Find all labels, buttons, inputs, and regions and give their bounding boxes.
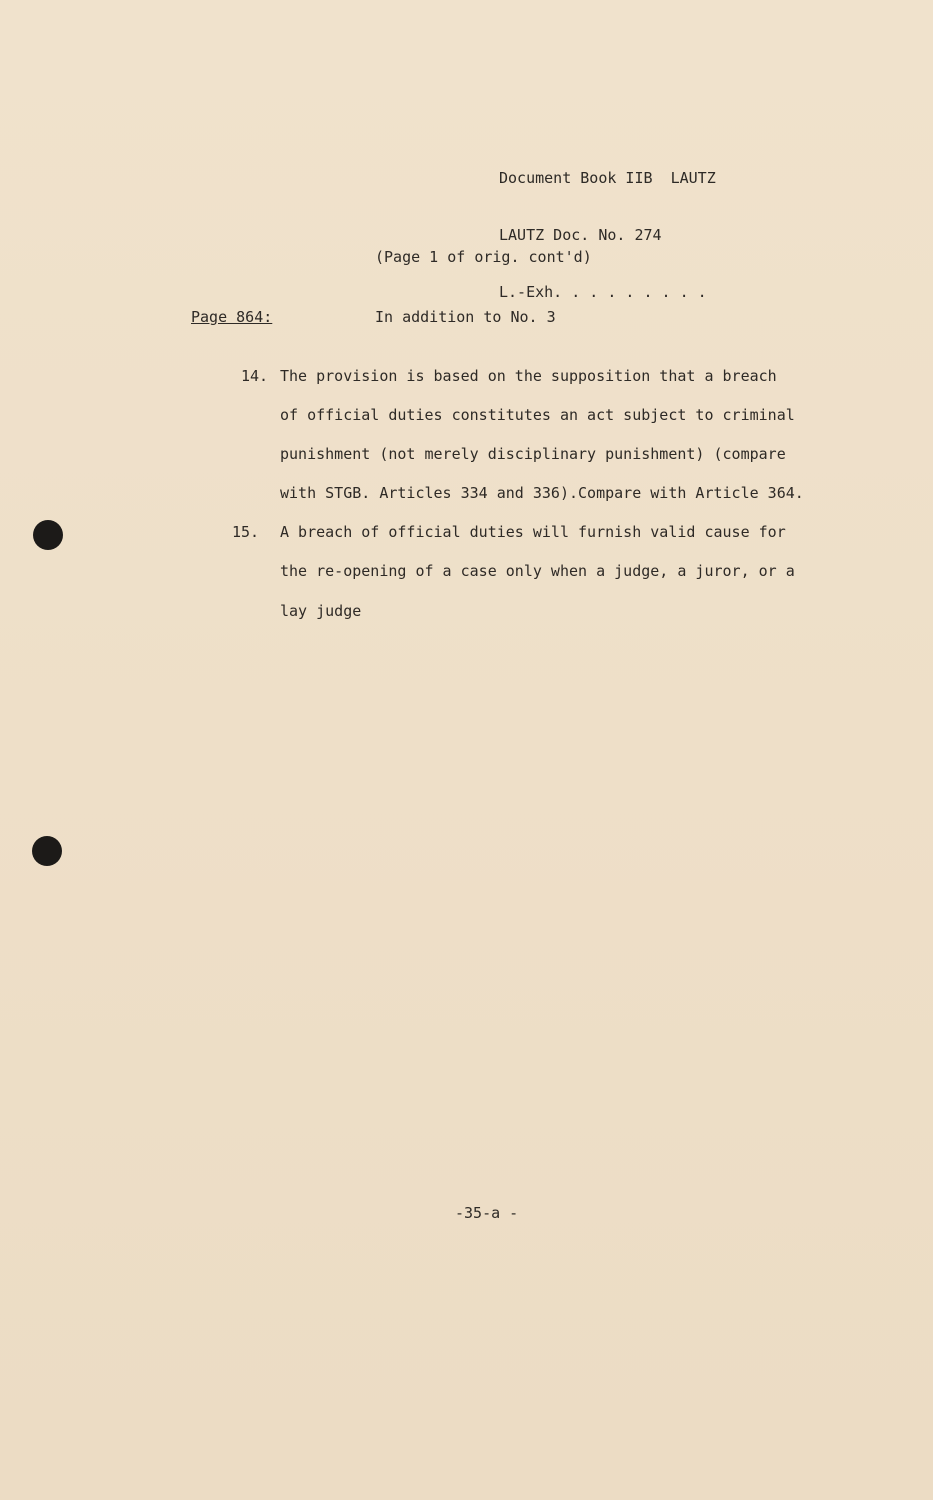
page-reference-label: Page 864: (191, 308, 273, 326)
continuation-note: (Page 1 of orig. cont'd) (375, 248, 592, 266)
item-15-line-2: the re-opening of a case only when a judge, a juror, or a (280, 562, 795, 580)
item-15-line-3: lay judge (280, 602, 362, 620)
item-14-line-4: with STGB. Articles 334 and 336).Compare with Article 364. (280, 484, 804, 502)
page-number: -35-a - (455, 1204, 519, 1222)
item-number-15: 15. (232, 523, 260, 541)
item-14-line-2: of official duties constitutes an act subject to criminal (280, 406, 795, 424)
item-15-line-1: A breach of official duties will furnish valid cause for (280, 523, 786, 541)
item-number-14: 14. (241, 367, 269, 385)
punch-hole-bottom (32, 836, 62, 866)
item-14-line-3: punishment (not merely disciplinary punishment) (compare (280, 445, 786, 463)
punch-hole-top (33, 520, 63, 550)
item-14-line-1: The provision is based on the supposition that a breach (280, 367, 777, 385)
document-book-line: Document Book IIB LAUTZ (499, 169, 716, 187)
page-reference-text: In addition to No. 3 (375, 308, 556, 326)
exhibit-line: L.-Exh. . . . . . . . . (499, 283, 707, 301)
document-number-line: LAUTZ Doc. No. 274 (499, 226, 662, 244)
